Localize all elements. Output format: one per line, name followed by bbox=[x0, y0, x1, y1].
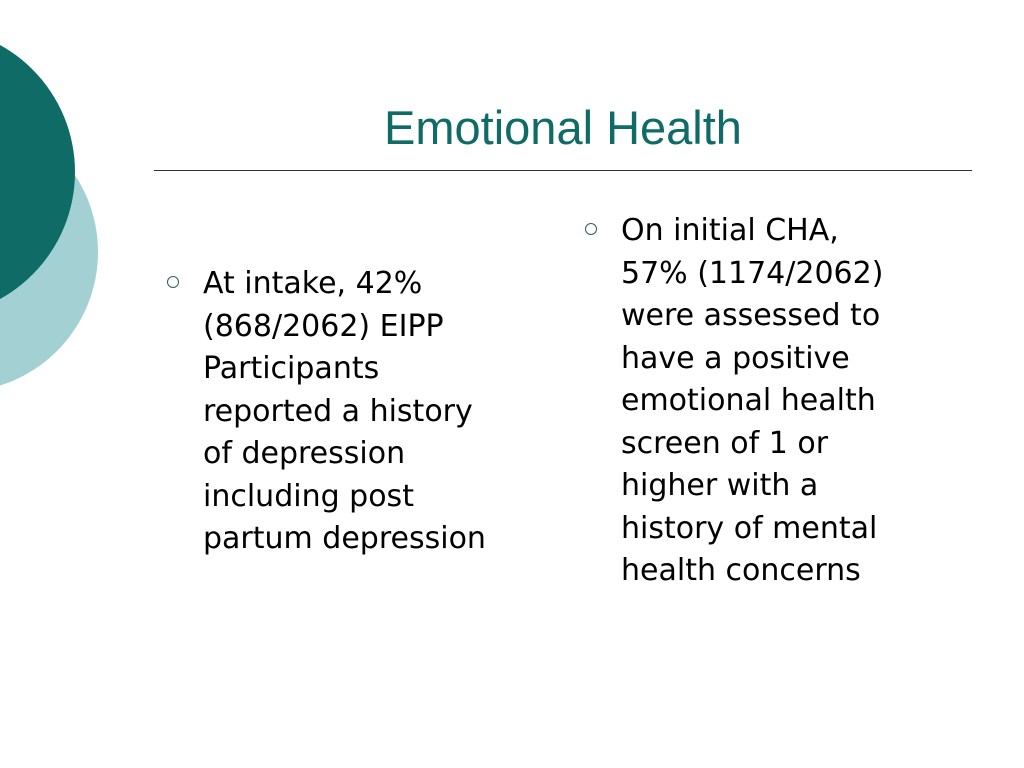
slide-title: Emotional Health bbox=[384, 101, 742, 154]
bullet-text: On initial CHA, 57% (1174/2062) were assessed to have a positive emotional health screen of 1 or higher with a history of mental health concerns bbox=[621, 213, 884, 588]
hollow-circle-bullet-icon bbox=[167, 276, 179, 288]
title-divider bbox=[154, 170, 972, 171]
right-column bbox=[584, 210, 964, 593]
bullet-text: At intake, 42% (868/2062) EIPP Participants reported a history of depression including post partum depression bbox=[203, 266, 486, 556]
bullet-item-intake bbox=[166, 263, 546, 561]
left-column bbox=[166, 263, 546, 561]
bullet-item-initial-cha bbox=[584, 210, 964, 593]
decorative-circles bbox=[0, 0, 110, 420]
hollow-circle-bullet-icon bbox=[585, 223, 597, 235]
